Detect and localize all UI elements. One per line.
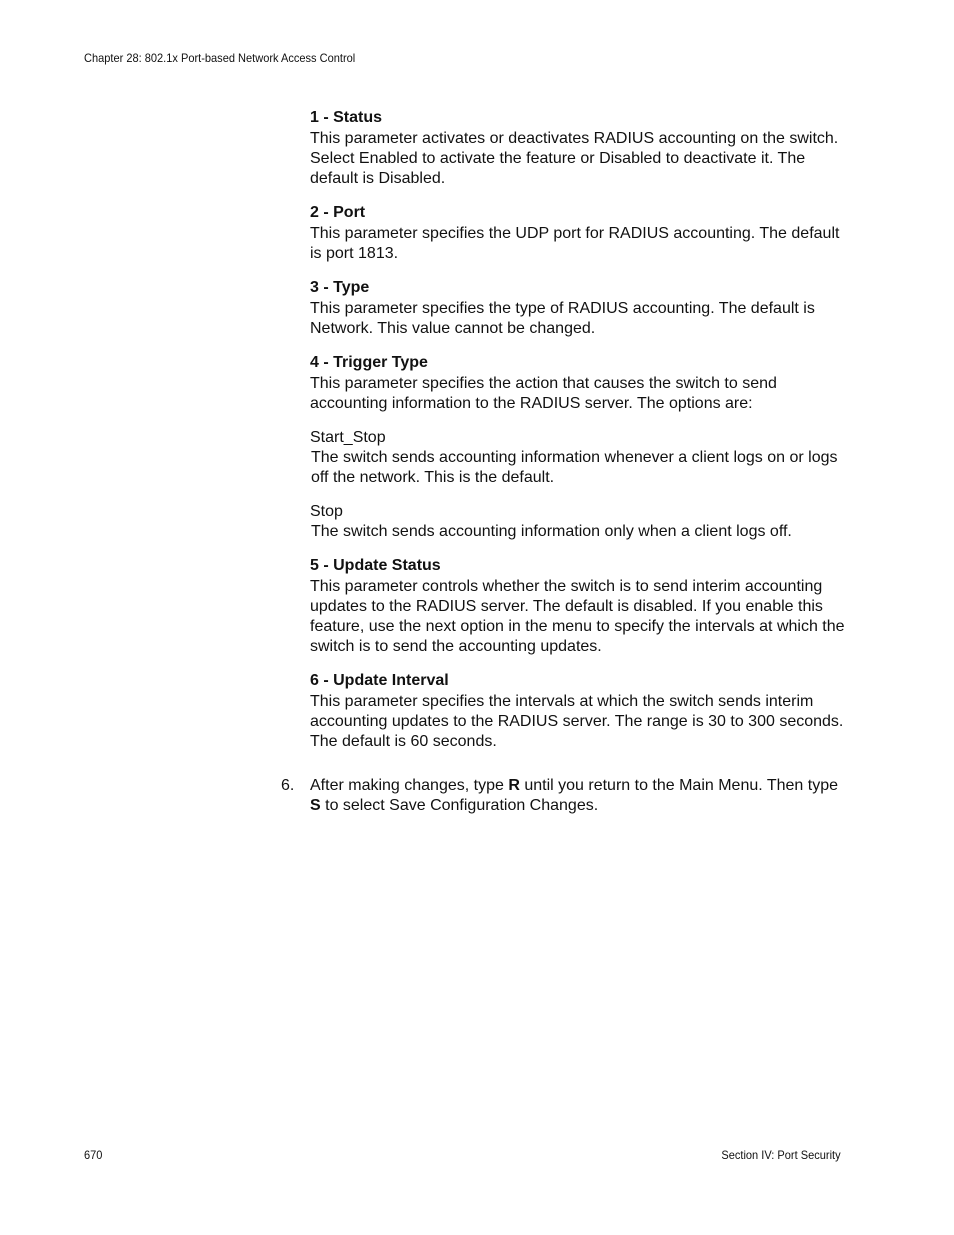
param-description: This parameter specifies the type of RADIUS accounting. The default is Network. This value cannot be changed. [310, 300, 815, 337]
procedure-step [281, 776, 845, 816]
param-title: 2 - Port [310, 204, 366, 221]
option-name: Stop [310, 503, 343, 520]
step-text [310, 776, 845, 816]
option-stop [310, 502, 845, 542]
step-text-part: to select Save Configuration Changes. [320, 797, 599, 814]
option-start-stop [310, 428, 845, 488]
param-title: 3 - Type [310, 279, 370, 296]
param-type [310, 278, 845, 339]
page-content [281, 108, 845, 816]
param-description: This parameter specifies the action that causes the switch to send accounting information to the RADIUS server. The options are: [310, 375, 777, 412]
option-description: The switch sends accounting information whenever a client logs on or logs off the network. This is the default. [311, 449, 838, 486]
param-title: 5 - Update Status [310, 557, 441, 574]
param-description: This parameter controls whether the switch is to send interim accounting updates to the RADIUS server. The default is disabled. If you enable this feature, use the next option in the menu to specify the intervals at which the switch is to send the accounting updates. [310, 578, 845, 655]
param-status [310, 108, 845, 189]
param-description: This parameter specifies the UDP port for RADIUS accounting. The default is port 1813. [310, 225, 840, 262]
param-description: This parameter specifies the intervals at which the switch sends interim accounting updates to the RADIUS server. The range is 30 to 300 seconds. The default is 60 seconds. [310, 693, 844, 750]
param-port [310, 203, 845, 264]
option-name: Start_Stop [310, 429, 386, 446]
step-text-part: After making changes, type [310, 777, 509, 794]
page-number: 670 [84, 1148, 103, 1162]
option-description: The switch sends accounting information only when a client logs off. [311, 523, 792, 540]
param-title: 1 - Status [310, 109, 383, 126]
step-number: 6. [281, 777, 295, 794]
running-header: Chapter 28: 802.1x Port-based Network Access Control [84, 51, 356, 65]
key-s: S [310, 797, 321, 814]
param-update-interval [310, 671, 845, 752]
param-description: This parameter activates or deactivates RADIUS accounting on the switch. Select Enabled to activate the feature or Disabled to deactivate it. The default is Disabled. [310, 130, 839, 187]
key-r: R [508, 777, 520, 794]
section-title: Section IV: Port Security [721, 1148, 841, 1162]
param-title: 6 - Update Interval [310, 672, 449, 689]
param-title: 4 - Trigger Type [310, 354, 428, 371]
param-trigger-type [310, 353, 845, 414]
step-text-part: until you return to the Main Menu. Then type [519, 777, 838, 794]
param-update-status [310, 556, 845, 657]
